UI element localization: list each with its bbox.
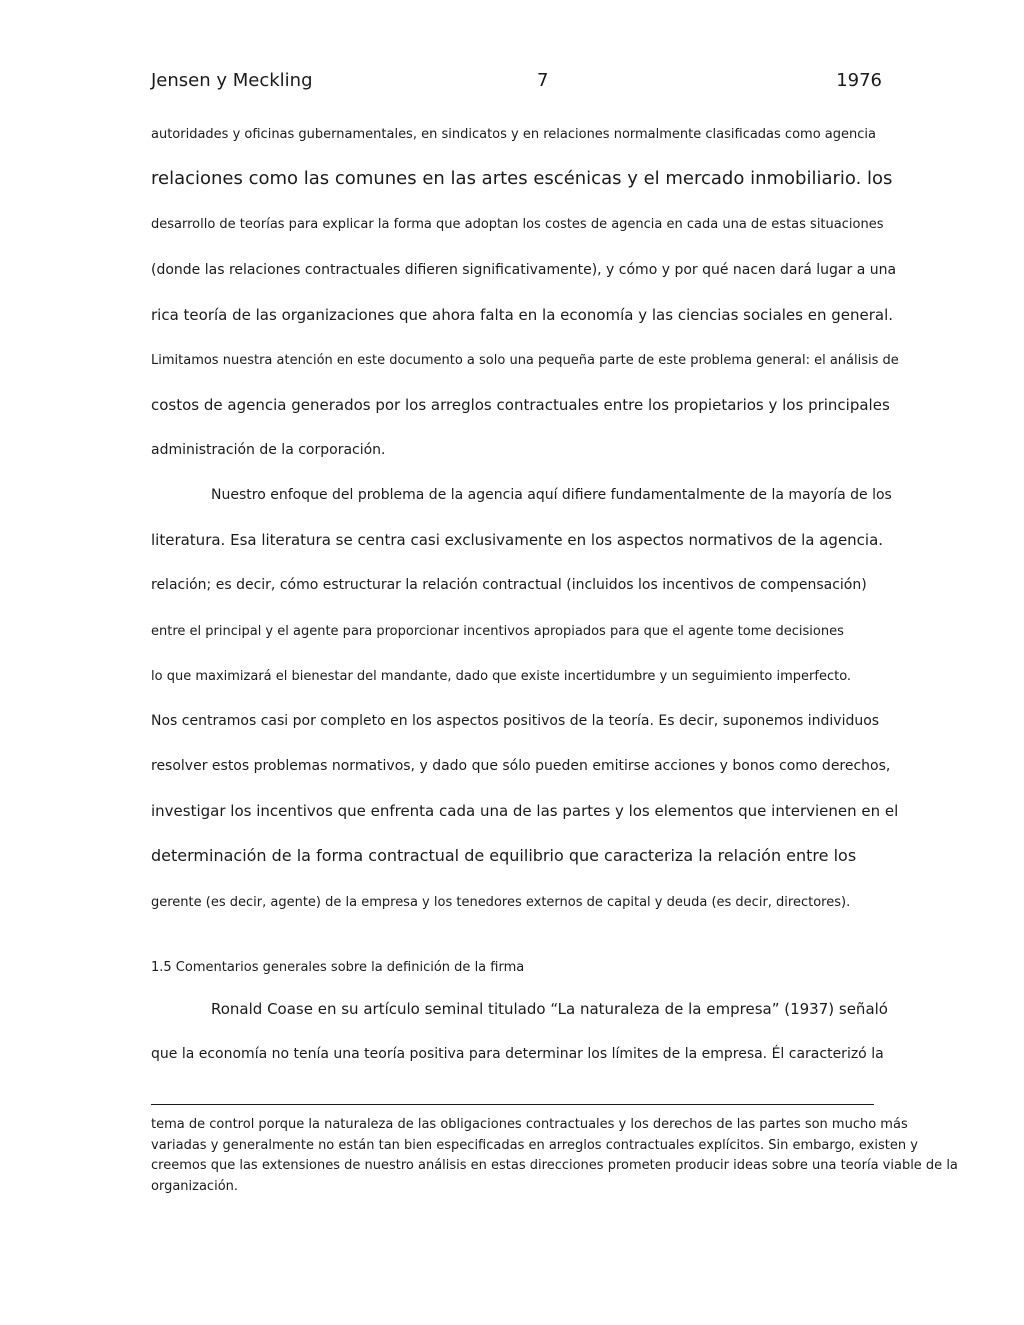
- body-line: entre el principal y el agente para proporcionar incentivos apropiados para que el agente tome decisiones: [151, 624, 844, 639]
- body-line: investigar los incentivos que enfrenta cada una de las partes y los elementos que intervienen en el: [151, 802, 899, 820]
- footnote-line: variadas y generalmente no están tan bien especificadas en arreglos contractuales explícitos. Sin embargo, existen y: [151, 1137, 918, 1153]
- body-line: literatura. Esa literatura se centra casi exclusivamente en los aspectos normativos de la agencia.: [151, 531, 884, 549]
- body-line: Nos centramos casi por completo en los aspectos positivos de la teoría. Es decir, suponemos individuos: [151, 713, 880, 729]
- body-line: relaciones como las comunes en las artes escénicas y el mercado inmobiliario. los: [151, 168, 893, 189]
- body-line: costos de agencia generados por los arreglos contractuales entre los propietarios y los principales: [151, 396, 890, 414]
- body-line: determinación de la forma contractual de equilibrio que caracteriza la relación entre los: [151, 846, 857, 865]
- body-line: resolver estos problemas normativos, y dado que sólo pueden emitirse acciones y bonos como derechos,: [151, 758, 891, 774]
- running-header-authors: Jensen y Meckling: [151, 70, 313, 91]
- running-header-year: 1976: [836, 70, 882, 91]
- body-line: Limitamos nuestra atención en este documento a solo una pequeña parte de este problema general: el análisis de: [151, 353, 899, 368]
- page-number: 7: [537, 70, 549, 91]
- body-line: administración de la corporación.: [151, 442, 386, 458]
- body-line: autoridades y oficinas gubernamentales, en sindicatos y en relaciones normalmente clasificadas como agencia: [151, 127, 876, 142]
- footnote-line: organización.: [151, 1178, 239, 1194]
- body-line: (donde las relaciones contractuales difieren significativamente), y cómo y por qué nacen dará lugar a una: [151, 262, 897, 278]
- footnote-separator: [151, 1104, 874, 1105]
- paragraph-first-line: Nuestro enfoque del problema de la agencia aquí difiere fundamentalmente de la mayoría de los: [211, 487, 892, 503]
- body-line: rica teoría de las organizaciones que ahora falta en la economía y las ciencias sociales en general.: [151, 306, 894, 324]
- footnote-line: tema de control porque la naturaleza de las obligaciones contractuales y los derechos de las partes son mucho más: [151, 1117, 908, 1132]
- body-line: lo que maximizará el bienestar del mandante, dado que existe incertidumbre y un seguimiento imperfecto.: [151, 669, 852, 684]
- body-line: que la economía no tenía una teoría positiva para determinar los límites de la empresa. Él caracterizó la: [151, 1046, 884, 1062]
- footnote-line: creemos que las extensiones de nuestro análisis en estas direcciones prometen producir ideas sobre una teoría viable de la: [151, 1158, 958, 1173]
- section-heading: 1.5 Comentarios generales sobre la definición de la firma: [151, 960, 525, 975]
- body-line: relación; es decir, cómo estructurar la relación contractual (incluidos los incentivos de compensación): [151, 577, 867, 593]
- body-line: gerente (es decir, agente) de la empresa y los tenedores externos de capital y deuda (es decir, directores).: [151, 895, 851, 910]
- paragraph-first-line: Ronald Coase en su artículo seminal titulado “La naturaleza de la empresa” (1937) señaló: [211, 1000, 888, 1018]
- body-line: desarrollo de teorías para explicar la forma que adoptan los costes de agencia en cada una de estas situaciones: [151, 217, 884, 232]
- footnote: [151, 1115, 958, 1197]
